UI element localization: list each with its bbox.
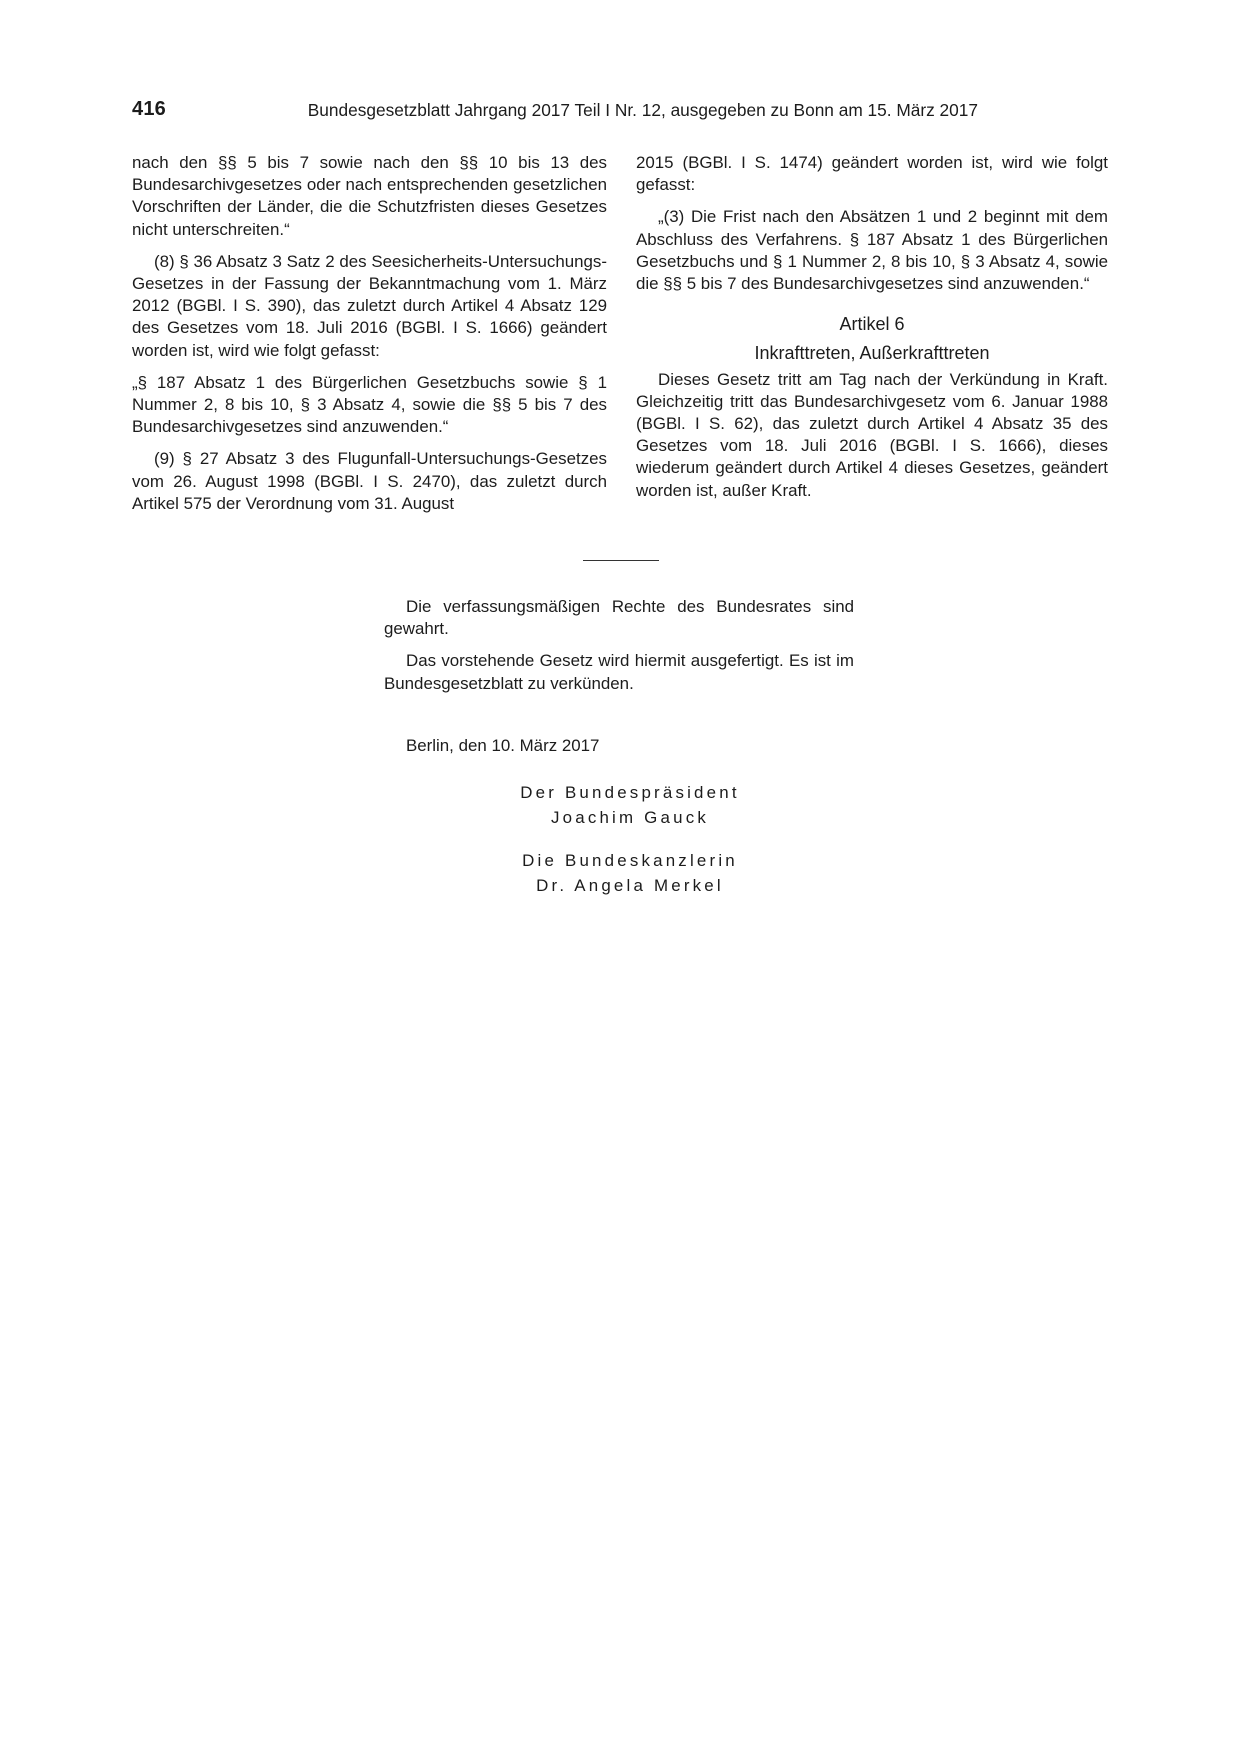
paragraph: Die verfassungsmäßigen Rechte des Bundesrates sind gewahrt. (384, 597, 854, 639)
paragraph: (8) § 36 Absatz 3 Satz 2 des Seesicherheits-Untersuchungs-Gesetzes in der Fassung der Bekanntmachung vom 1. März 2012 (BGBl. I S. 390), das zuletzt durch Artikel 4 Absatz 129 des Gesetzes vom 18. Juli 2016 (BGBl. I S. 1666) geändert worden ist, wird wie folgt gefasst: (132, 251, 607, 360)
quoted-paragraph: „§ 187 Absatz 1 des Bürgerlichen Gesetzbuchs sowie § 1 Nummer 2, 8 bis 10, § 3 Absatz 4, sowie die §§ 5 bis 7 des Bundesarchivgesetzes sind anzuwenden.“ (132, 372, 607, 437)
paragraph: Das vorstehende Gesetz wird hiermit ausgefertigt. Es ist im Bundesgesetzblatt zu verkünden. (384, 651, 854, 693)
closing-formula (384, 596, 854, 705)
separator-rule (583, 560, 659, 561)
place-date: Berlin, den 10. März 2017 (406, 736, 600, 755)
article-heading: Inkrafttreten, Außerkrafttreten (754, 343, 990, 364)
paragraph: nach den §§ 5 bis 7 sowie nach den §§ 10 bis 13 des Bundesarchivgesetzes oder nach entsprechenden gesetzlichen Vorschriften der Länder, die die Schutzfristen dieses Gesetzes nicht unterschreiten.“ (132, 153, 607, 239)
signatory-title: Der Bundespräsident (520, 783, 740, 802)
signatory-name: Dr. Angela Merkel (536, 876, 724, 895)
signatory-title: Die Bundeskanzlerin (522, 851, 738, 870)
running-title: Bundesgesetzblatt Jahrgang 2017 Teil I Nr. 12, ausgegeben zu Bonn am 15. März 2017 (307, 100, 978, 120)
page-number: 416 (132, 98, 166, 120)
page-header (132, 98, 978, 126)
article-number: Artikel 6 (839, 314, 905, 335)
quoted-paragraph: „(3) Die Frist nach den Absätzen 1 und 2 beginnt mit dem Abschluss des Verfahrens. § 187 Absatz 1 des Bürgerlichen Gesetzbuchs und § 1 Nummer 2, 8 bis 10, § 3 Absatz 4, sowie die §§ 5 bis 7 des Bundesarchivgesetzes sind anzuwenden.“ (636, 207, 1108, 294)
right-column (636, 152, 1108, 512)
signature-block-chancellor (480, 848, 780, 898)
signatory-name: Joachim Gauck (550, 808, 709, 827)
paragraph: Dieses Gesetz tritt am Tag nach der Verkündung in Kraft. Gleichzeitig tritt das Bundesarchivgesetz vom 6. Januar 1988 (BGBl. I S. 62), das zuletzt durch Artikel 4 Absatz 35 des Gesetzes vom 18. Juli 2016 (BGBl. I S. 1666), dieses wiederum geändert durch Artikel 4 dieses Gesetzes, geändert worden ist, außer Kraft. (636, 369, 1108, 500)
signature-block-president (480, 780, 780, 830)
left-column (132, 152, 607, 525)
paragraph: (9) § 27 Absatz 3 des Flugunfall-Untersuchungs-Gesetzes vom 26. August 1998 (BGBl. I S. 2470), das zuletzt durch Artikel 575 der Verordnung vom 31. August (132, 449, 607, 513)
paragraph: 2015 (BGBl. I S. 1474) geändert worden ist, wird wie folgt gefasst: (636, 153, 1108, 195)
